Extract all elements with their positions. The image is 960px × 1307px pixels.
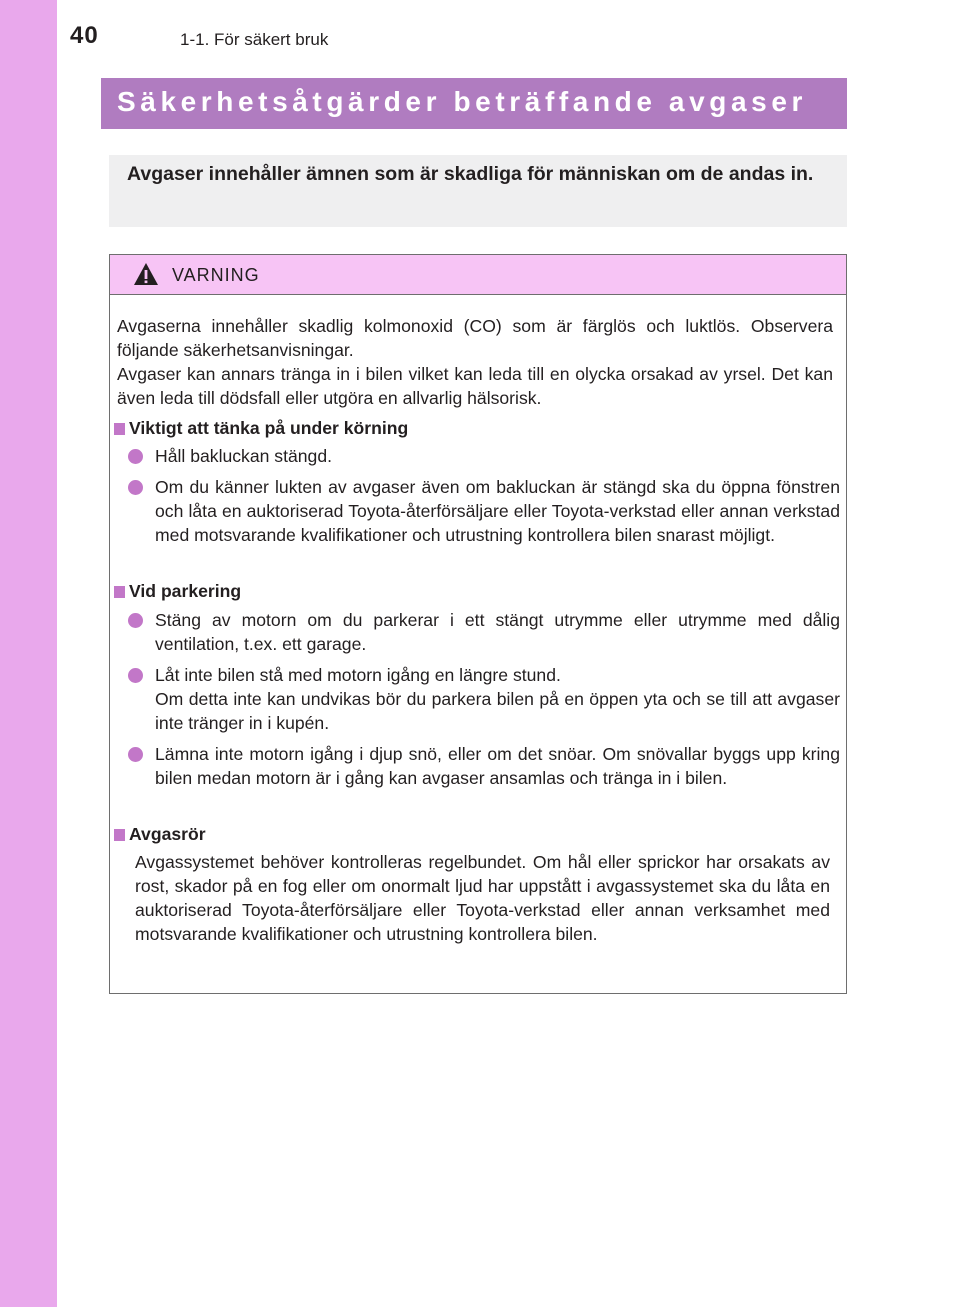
square-bullet-icon (114, 829, 125, 841)
warning-triangle-icon (133, 262, 159, 286)
section-title: Säkerhetsåtgärder beträffande avgaser (117, 86, 807, 117)
round-bullet-icon (128, 449, 143, 464)
section-title-bar (101, 78, 847, 129)
bullet-text: Om du känner lukten av avgaser även om bakluckan är stängd ska du öppna fönstren och låta en auktoriserad Toyota-återförsäljare eller Toyota-verkstad eller annan verkstad med motsvarande kvalifikationer och utrustning kontrollera bilen snarast möjligt. (155, 477, 840, 545)
warning-header (110, 255, 846, 295)
bullet-text: Stäng av motorn om du parkerar i ett stängt utrymme eller utrymme med dålig ventilation, t.ex. ett garage. (155, 610, 840, 654)
warning-paragraph-1: Avgaserna innehåller skadlig kolmonoxid (CO) som är färglös och luktlös. Observera följande säkerhetsanvisningar. (117, 316, 833, 360)
bullet-text: Lämna inte motorn igång i djup snö, eller om det snöar. Om snövallar byggs upp kring bilen medan motorn är i gång kan avgaser ansamlas och tränga in i bilen. (155, 744, 840, 788)
intro-box (109, 155, 847, 227)
section-heading-exhaust (114, 822, 206, 846)
bullet-continuation-text: Om detta inte kan undvikas bör du parkera bilen på en öppen yta och se till att avgaser inte tränger in i kupén. (155, 689, 840, 733)
running-header: 1-1. För säkert bruk (180, 30, 329, 49)
section-heading-parking (114, 579, 241, 603)
section-heading-parking-label: Vid parkering (129, 581, 242, 601)
side-color-strip (0, 0, 57, 1307)
square-bullet-icon (114, 586, 125, 598)
bullet-text: Håll bakluckan stängd. (155, 446, 333, 466)
round-bullet-icon (128, 747, 143, 762)
round-bullet-icon (128, 668, 143, 683)
section-heading-driving (114, 416, 408, 440)
exhaust-paragraph: Avgassystemet behöver kontrolleras regelbundet. Om hål eller sprickor har orsakats av rost, skador på en fog eller om onormalt ljud har uppstått i avgassystemet ska du låta en auktoriserad Toyota-återförsäljare eller Toyota-verkstad eller annan verksamhet med motsvarande kvalifikationer och utrustning kontrollera bilen. (135, 852, 830, 944)
square-bullet-icon (114, 423, 125, 435)
round-bullet-icon (128, 613, 143, 628)
section-heading-exhaust-label: Avgasrör (129, 824, 206, 844)
warning-box (109, 254, 847, 994)
section-heading-driving-label: Viktigt att tänka på under körning (129, 418, 409, 438)
bullet-text: Låt inte bilen stå med motorn igång en längre stund. (155, 665, 561, 685)
round-bullet-icon (128, 480, 143, 495)
warning-label: VARNING (172, 265, 260, 285)
warning-paragraph-2: Avgaser kan annars tränga in i bilen vilket kan leda till en olycka orsakad av yrsel. Det kan även leda till dödsfall eller utgöra en allvarlig hälsorisk. (117, 364, 833, 408)
intro-text: Avgaser innehåller ämnen som är skadliga för människan om de andas in. (127, 163, 814, 185)
page-number: 40 (70, 22, 99, 49)
